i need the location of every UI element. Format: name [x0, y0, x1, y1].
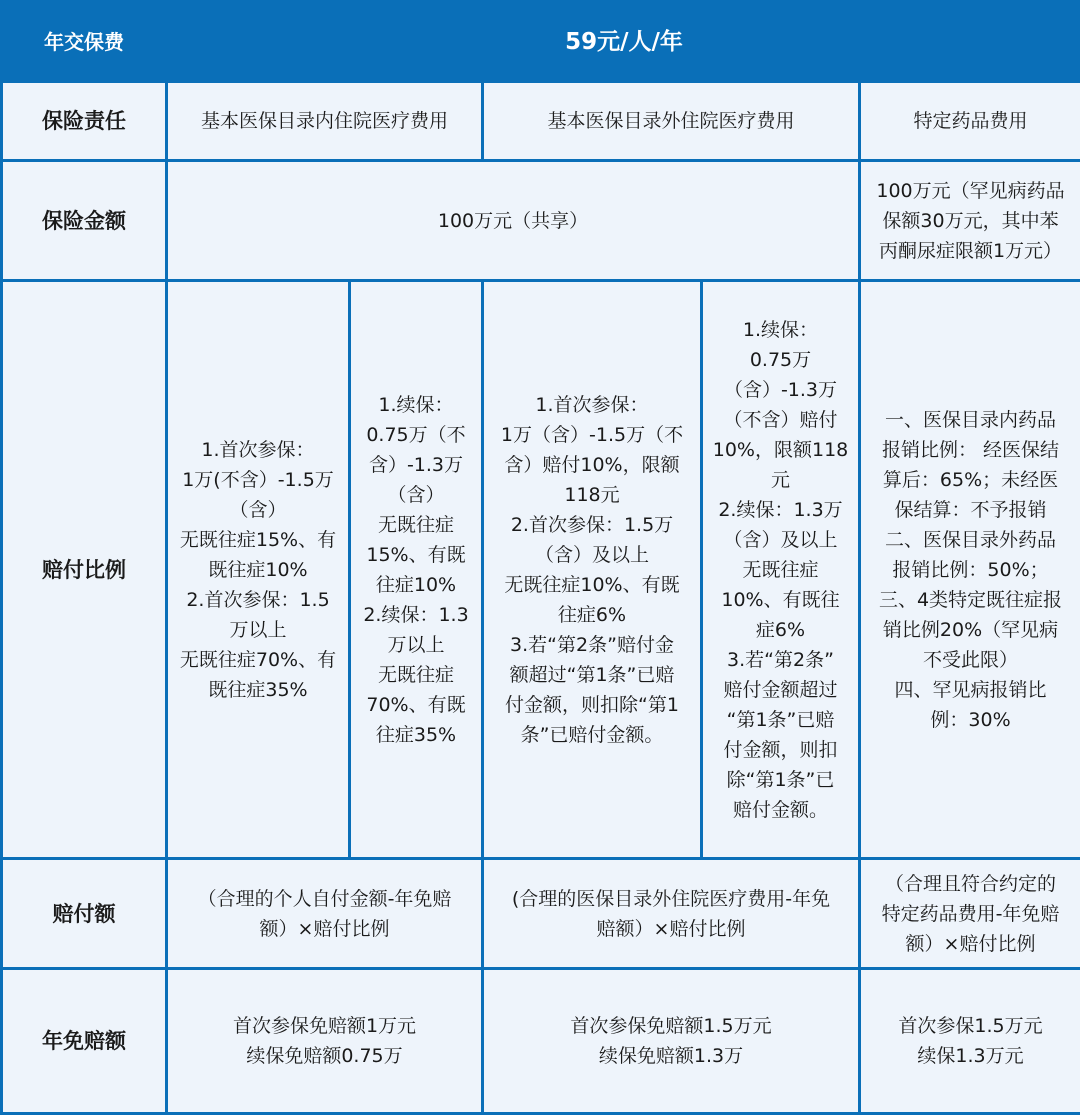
ratio-out-catalog-first-enroll: 1.首次参保： 1万（含）-1.5万（不 含）赔付10%，限额 118元 2.首次参保：1.5万 （含）及以上 无既往症10%、有既 往症6% 3.若“第2条”赔付金 额超过“第1条”已赔 付金额，则扣除“第1 条”已赔付金额。 — [483, 281, 702, 859]
responsibility-inpatient-out-catalog: 基本医保目录外住院医疗费用 — [483, 82, 860, 161]
payout-in-catalog: （合理的个人自付金额-年免赔 额）×赔付比例 — [167, 859, 483, 969]
ratio-in-catalog-first-enroll: 1.首次参保： 1万(不含）-1.5万 （含） 无既往症15%、有 既往症10% 2.首次参保：1.5 万以上 无既往症70%、有 既往症35% — [167, 281, 350, 859]
payout-label: 赔付额 — [2, 859, 167, 969]
amount-row — [2, 161, 1080, 281]
ratio-out-catalog-renewal: 1.续保： 0.75万 （含）-1.3万 （不含）赔付 10%，限额118 元 2.续保：1.3万 （含）及以上 无既往症 10%、有既往 症6% 3.若“第2条” 赔付金额超过 “第1条”已赔 付金额，则扣 除“第1条”已 赔付金额。 — [702, 281, 860, 859]
premium-header-row — [2, 2, 1080, 82]
ratio-in-catalog-renewal: 1.续保： 0.75万（不 含）-1.3万 （含） 无既往症 15%、有既 往症10% 2.续保：1.3 万以上 无既往症 70%、有既 往症35% — [350, 281, 483, 859]
responsibility-label: 保险责任 — [2, 82, 167, 161]
premium-label: 年交保费 — [2, 2, 167, 82]
amount-shared: 100万元（共享） — [167, 161, 860, 281]
payout-special-drugs: （合理且符合约定的 特定药品费用-年免赔 额）×赔付比例 — [860, 859, 1080, 969]
ratio-special-drugs: 一、医保目录内药品 报销比例： 经医保结 算后：65%；未经医 保结算：不予报销 二、医保目录外药品 报销比例：50%； 三、4类特定既往症报 销比例20%（罕见病 不受此限） 四、罕见病报销比 例：30% — [860, 281, 1080, 859]
deductible-label: 年免赔额 — [2, 969, 167, 1114]
deductible-row — [2, 969, 1080, 1114]
ratio-label: 赔付比例 — [2, 281, 167, 859]
payout-out-catalog: (合理的医保目录外住院医疗费用-年免 赔额）×赔付比例 — [483, 859, 860, 969]
premium-value: 59元/人/年 — [167, 2, 1080, 82]
deductible-out-catalog: 首次参保免赔额1.5万元 续保免赔额1.3万 — [483, 969, 860, 1114]
responsibility-inpatient-in-catalog: 基本医保目录内住院医疗费用 — [167, 82, 483, 161]
responsibility-row — [2, 82, 1080, 161]
deductible-in-catalog: 首次参保免赔额1万元 续保免赔额0.75万 — [167, 969, 483, 1114]
ratio-row — [2, 281, 1080, 859]
amount-special-drugs: 100万元（罕见病药品 保额30万元，其中苯 丙酮尿症限额1万元） — [860, 161, 1080, 281]
deductible-special-drugs: 首次参保1.5万元 续保1.3万元 — [860, 969, 1080, 1114]
payout-row — [2, 859, 1080, 969]
amount-label: 保险金额 — [2, 161, 167, 281]
responsibility-special-drugs: 特定药品费用 — [860, 82, 1080, 161]
